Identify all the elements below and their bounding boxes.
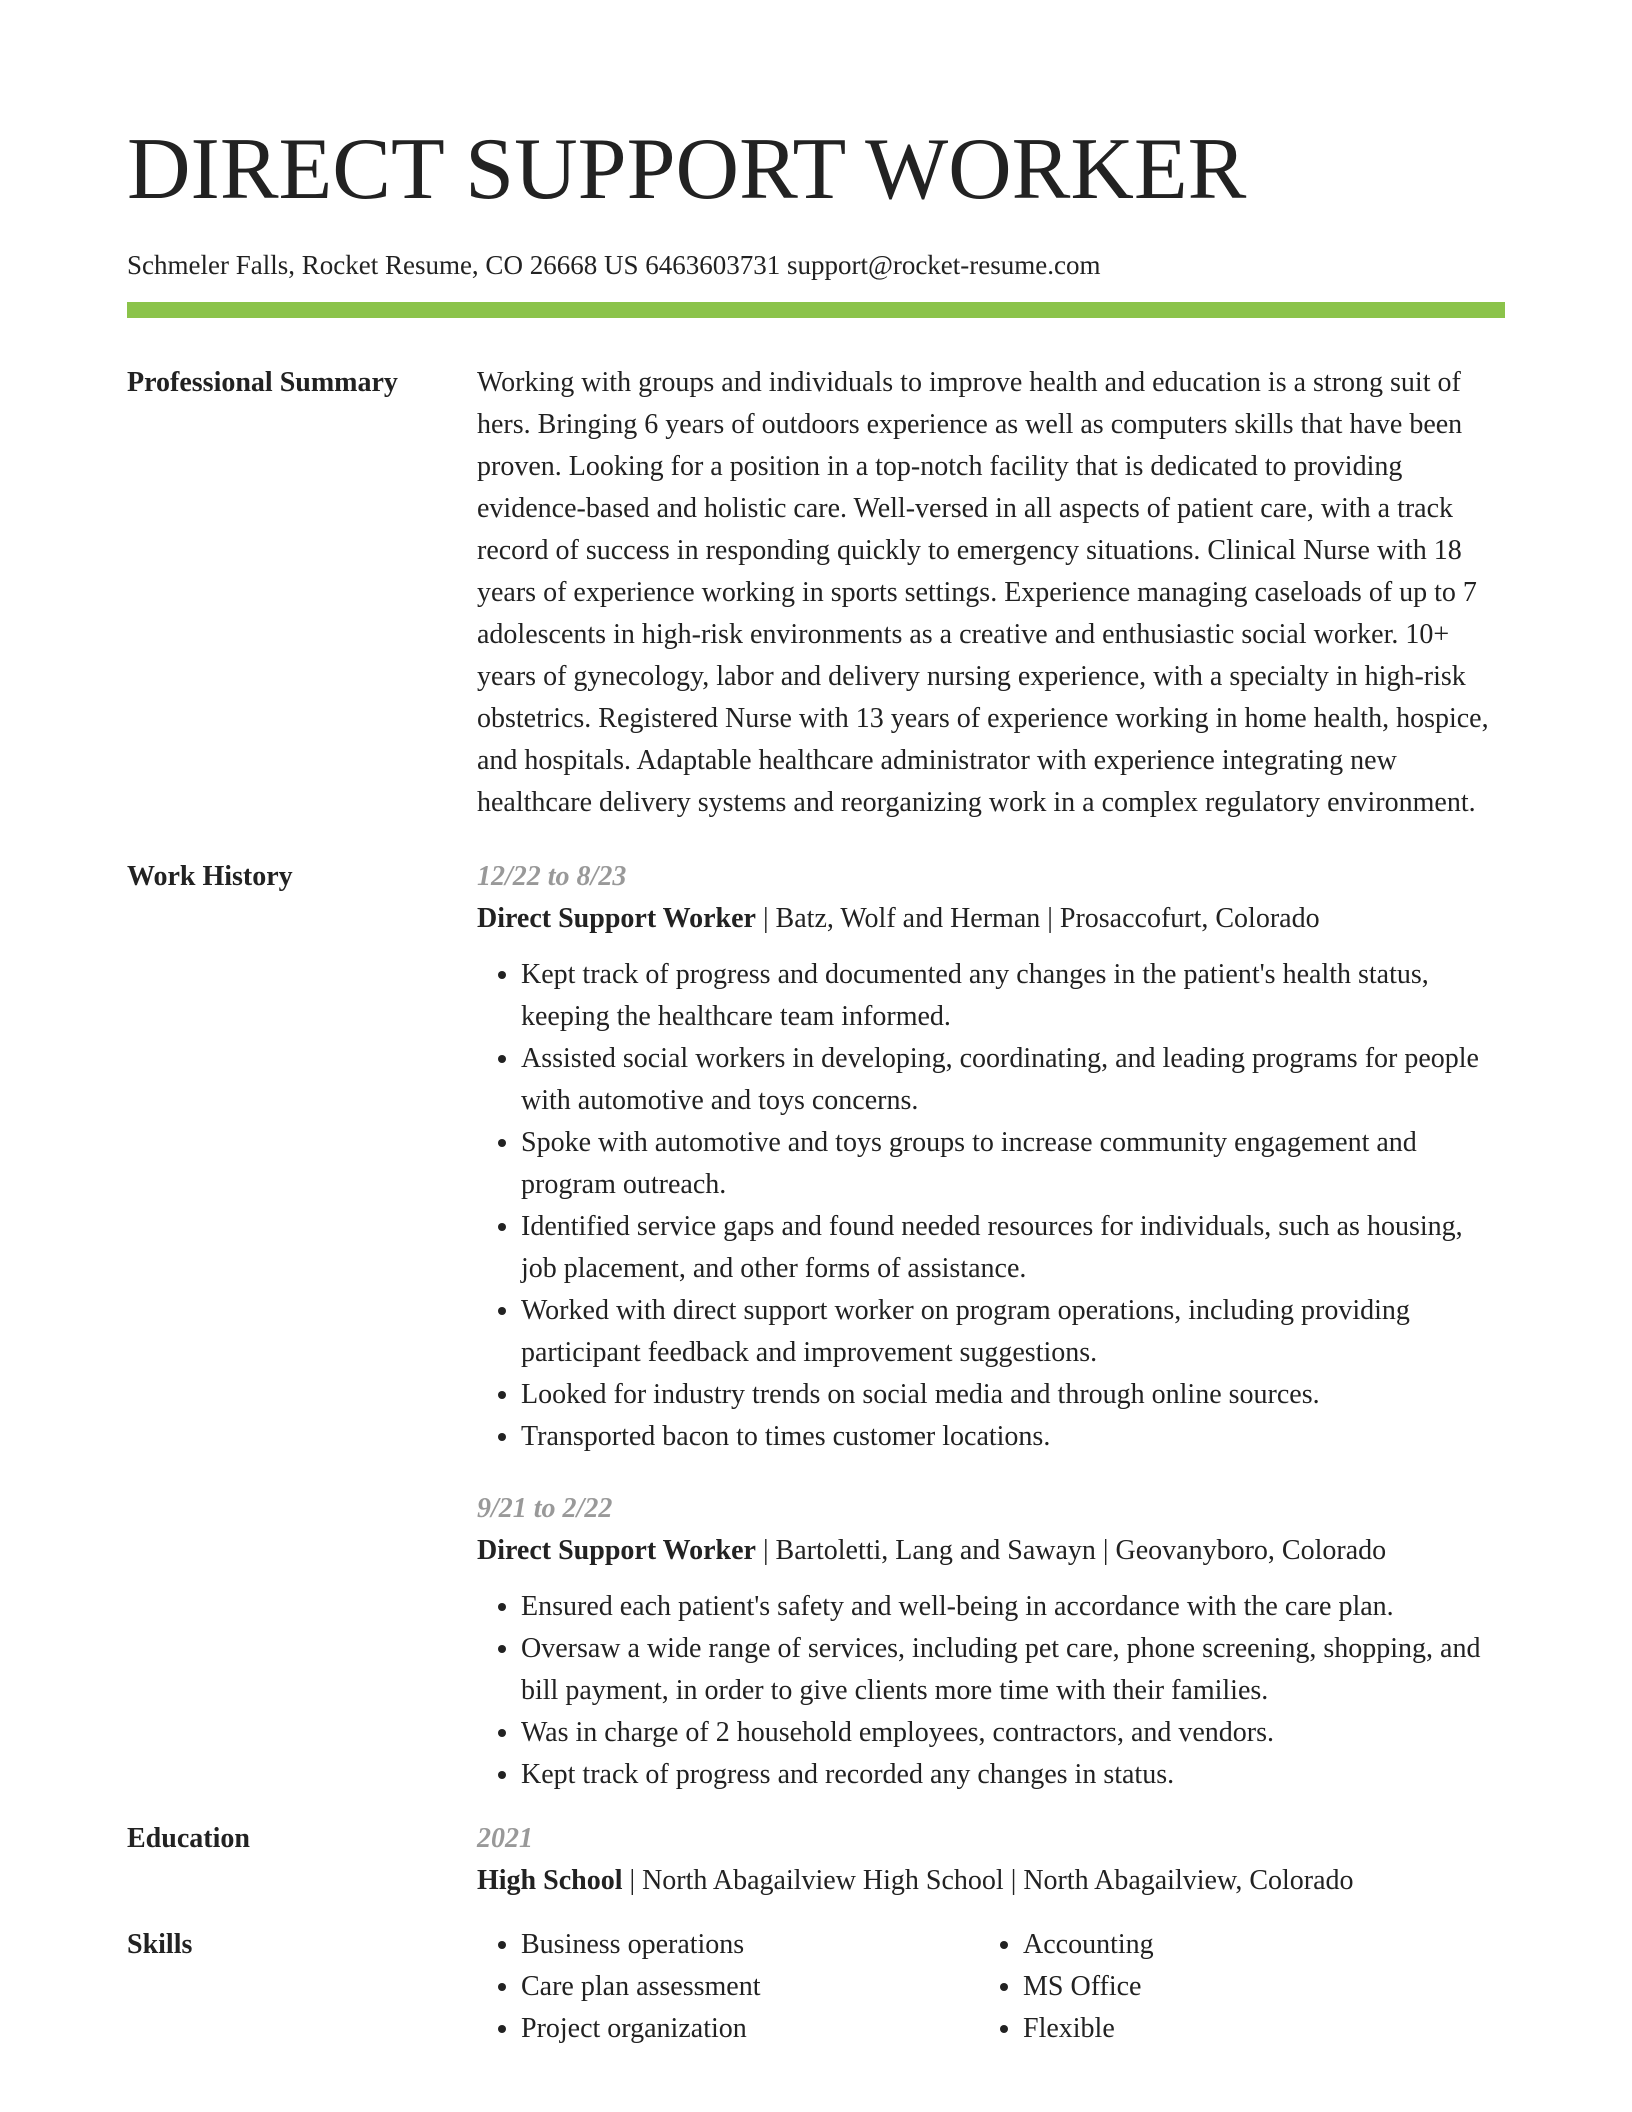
summary-section (127, 362, 1505, 824)
education-degree: High School (477, 1865, 623, 1896)
list-item: • Transported bacon to times customer locations. (521, 1416, 1505, 1458)
summary-text: Working with groups and individuals to improve health and education is a strong suit of hers. Bringing 6 years of outdoors experience as well as computers skills that have been proven. Looking for a position in a top-notch facility that is dedicated to providing evidence-based and holistic care. Well-versed in all aspects of patient care, with a track record of success in responding quickly to emergency situations. Clinical Nurse with 18 years of experience working in sports settings. Experience managing caseloads of up to 7 adolescents in high-risk environments as a creative and enthusiastic social worker. 10+ years of gynecology, labor and delivery nursing experience, with a specialty in high-risk obstetrics. Registered Nurse with 13 years of experience working in home health, hospice, and hospitals. Adaptable healthcare administrator with experience integrating new healthcare delivery systems and reorganizing work in a complex regulatory environment. (477, 367, 1489, 818)
list-item: • Business operations (521, 1924, 979, 1966)
list-item: • Assisted social workers in developing, coordinating, and leading programs for people with automotive and toys concerns. (521, 1038, 1505, 1122)
education-school-location: | North Abagailview High School | North Abagailview, Colorado (622, 1865, 1354, 1896)
job-bullets (477, 954, 1505, 1458)
skills-body (477, 1924, 1505, 2050)
list-item: • Care plan assessment (521, 1966, 979, 2008)
education-section (127, 1818, 1505, 1902)
contact-line: Schmeler Falls, Rocket Resume, CO 26668 US 6463603731 support@rocket-resume.com (127, 250, 1101, 280)
education-line (477, 1860, 1505, 1902)
job-title: Direct Support Worker (477, 903, 756, 934)
job-entry (477, 856, 1505, 1458)
job-employer-location: | Bartoletti, Lang and Sawayn | Geovanyboro, Colorado (755, 1535, 1387, 1566)
list-item: • Flexible (1023, 2008, 1481, 2050)
job-header (477, 898, 1505, 940)
list-item: • Kept track of progress and documented any changes in the patient's health status, keeping the healthcare team informed. (521, 954, 1505, 1038)
section-label-summary: Professional Summary (127, 367, 398, 398)
list-item: • Worked with direct support worker on program operations, including providing participant feedback and improvement suggestions. (521, 1290, 1505, 1374)
list-item: • Kept track of progress and recorded any changes in status. (521, 1754, 1505, 1796)
skills-column-right (979, 1924, 1481, 2050)
list-item: • Looked for industry trends on social media and through online sources. (521, 1374, 1505, 1416)
list-item: • Was in charge of 2 household employees, contractors, and vendors. (521, 1712, 1505, 1754)
work-history-body (477, 856, 1505, 1796)
list-item: • MS Office (1023, 1966, 1481, 2008)
education-year: 2021 (477, 1823, 533, 1854)
list-item: • Spoke with automotive and toys groups to increase community engagement and program outreach. (521, 1122, 1505, 1206)
job-title: Direct Support Worker (477, 1535, 756, 1566)
job-dates: 9/21 to 2/22 (477, 1493, 613, 1524)
list-item: • Ensured each patient's safety and well-being in accordance with the care plan. (521, 1586, 1505, 1628)
job-bullets (477, 1586, 1505, 1796)
skills-list-left (477, 1924, 979, 2050)
section-label-skills: Skills (127, 1929, 193, 1960)
job-employer-location: | Batz, Wolf and Herman | Prosaccofurt, Colorado (755, 903, 1320, 934)
job-header (477, 1530, 1505, 1572)
skills-column-left (477, 1924, 979, 2050)
education-body (477, 1818, 1505, 1902)
skills-list-right (979, 1924, 1481, 2050)
list-item: • Oversaw a wide range of services, including pet care, phone screening, shopping, and bill payment, in order to give clients more time with their families. (521, 1628, 1505, 1712)
skills-section (127, 1924, 1505, 2050)
section-label-work-history: Work History (127, 861, 293, 892)
list-item: • Identified service gaps and found needed resources for individuals, such as housing, job placement, and other forms of assistance. (521, 1206, 1505, 1290)
list-item: • Project organization (521, 2008, 979, 2050)
job-dates: 12/22 to 8/23 (477, 861, 627, 892)
work-history-section (127, 856, 1505, 1796)
skills-grid (477, 1924, 1505, 2050)
list-item: • Accounting (1023, 1924, 1481, 1966)
resume-name: DIRECT SUPPORT WORKER (127, 121, 1247, 218)
accent-divider (127, 302, 1505, 318)
section-label-education: Education (127, 1823, 250, 1854)
job-entry (477, 1488, 1505, 1796)
